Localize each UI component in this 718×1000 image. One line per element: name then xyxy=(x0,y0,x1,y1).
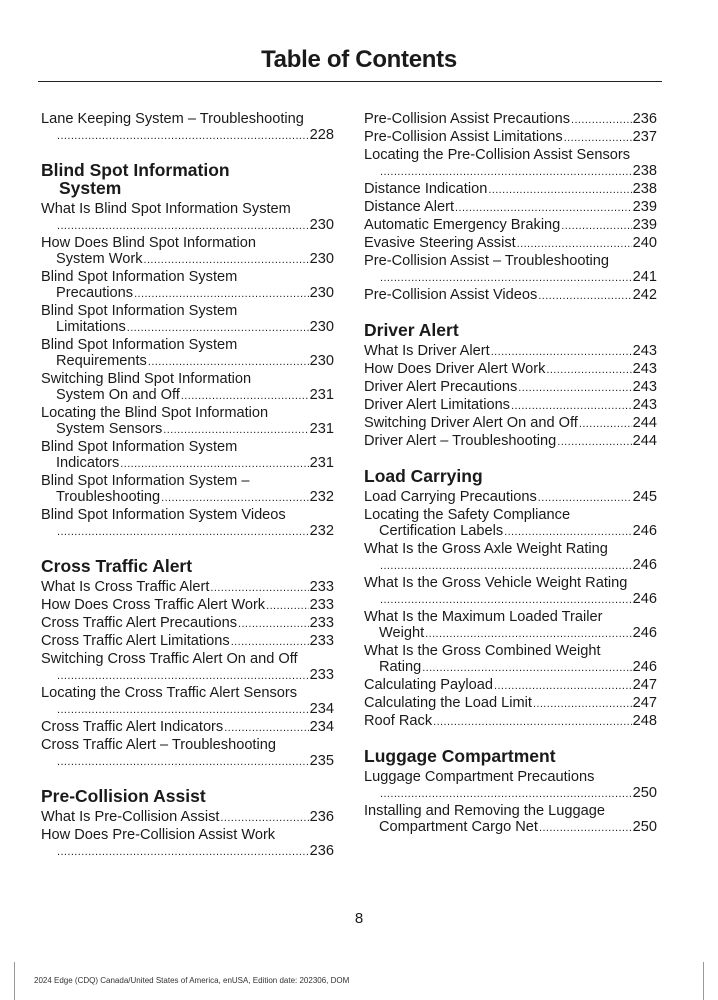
toc-entry-page: 230 xyxy=(309,251,334,267)
toc-entry[interactable] xyxy=(364,695,657,711)
toc-entry-page: 247 xyxy=(632,677,657,693)
toc-entry-title: System On and Off xyxy=(56,387,180,403)
toc-entry-title: Calculating the Load Limit xyxy=(364,695,532,711)
toc-entry-title: Pre-Collision Assist – Troubleshooting xyxy=(364,253,609,269)
dot-leader xyxy=(517,237,632,251)
toc-entry-page: 233 xyxy=(309,579,334,595)
toc-entry-title: Driver Alert Precautions xyxy=(364,379,518,395)
toc-entry-title: Automatic Emergency Braking xyxy=(364,217,561,233)
dot-leader xyxy=(148,355,309,369)
toc-entry-page: 233 xyxy=(309,615,334,631)
toc-entry-page: 237 xyxy=(632,129,657,145)
toc-entry[interactable] xyxy=(41,685,334,717)
toc-entry[interactable] xyxy=(41,633,334,649)
toc-entry-title: Locating the Cross Traffic Alert Sensors xyxy=(41,685,298,701)
dot-leader xyxy=(533,697,632,711)
toc-entry[interactable] xyxy=(364,575,657,607)
toc-entry-page: 230 xyxy=(309,217,334,233)
toc-entry-title: Luggage Compartment Precautions xyxy=(364,769,595,785)
toc-entry-title: Locating the Pre-Collision Assist Sensors xyxy=(364,147,631,163)
toc-entry[interactable] xyxy=(41,337,334,369)
section-heading-line: Pre-Collision Assist xyxy=(41,786,206,806)
toc-entry-page: 231 xyxy=(309,387,334,403)
toc-entry-page: 241 xyxy=(632,269,657,285)
toc-entry-title: Installing and Removing the Luggage xyxy=(364,803,605,819)
toc-entry[interactable] xyxy=(41,439,334,471)
dot-leader xyxy=(557,435,631,449)
toc-entry-title: Troubleshooting xyxy=(56,489,161,505)
toc-entry-title: What Is the Gross Combined Weight xyxy=(364,643,601,659)
toc-entry-title: Locating the Blind Spot Information xyxy=(41,405,269,421)
toc-entry-page: 236 xyxy=(309,843,334,859)
dot-leader xyxy=(538,491,632,505)
toc-entry-page: 234 xyxy=(309,701,334,717)
toc-entry-page: 239 xyxy=(632,199,657,215)
toc-entry[interactable] xyxy=(41,201,334,233)
toc-entry-page: 240 xyxy=(632,235,657,251)
toc-entry-title: Pre-Collision Assist Limitations xyxy=(364,129,563,145)
dot-leader xyxy=(433,715,632,729)
footer-edition-text: 2024 Edge (CDQ) Canada/United States of America, enUSA, Edition date: 202306, DOM xyxy=(34,976,350,985)
toc-entry-title: Switching Blind Spot Information xyxy=(41,371,252,387)
toc-entry-title: Pre-Collision Assist Precautions xyxy=(364,111,571,127)
toc-entry[interactable] xyxy=(364,415,657,431)
toc-entry[interactable] xyxy=(364,235,657,251)
dot-leader xyxy=(163,423,308,437)
section-heading xyxy=(41,557,334,575)
toc-entry-title: Driver Alert – Troubleshooting xyxy=(364,433,557,449)
dot-leader xyxy=(425,627,631,641)
toc-entry[interactable] xyxy=(364,713,657,729)
toc-entry-title: Driver Alert Limitations xyxy=(364,397,510,413)
dot-leader xyxy=(57,845,309,859)
toc-entry[interactable] xyxy=(41,809,334,825)
toc-entry-title: Precautions xyxy=(56,285,134,301)
dot-leader xyxy=(422,661,631,675)
toc-entry[interactable] xyxy=(364,803,657,835)
toc-entry-title: Load Carrying Precautions xyxy=(364,489,537,505)
toc-entry-page: 246 xyxy=(632,591,657,607)
section-heading xyxy=(364,747,657,765)
toc-entry[interactable] xyxy=(364,769,657,801)
section-heading-line: Driver Alert xyxy=(364,320,459,340)
toc-entry-page: 244 xyxy=(632,433,657,449)
toc-entry-page: 236 xyxy=(632,111,657,127)
toc-entry[interactable] xyxy=(364,129,657,145)
section-heading-line: Luggage Compartment xyxy=(364,746,556,766)
dot-leader xyxy=(504,525,632,539)
dot-leader xyxy=(380,787,632,801)
dot-leader xyxy=(538,289,631,303)
dot-leader xyxy=(57,525,309,539)
toc-entry[interactable] xyxy=(364,397,657,413)
toc-entry-page: 238 xyxy=(632,163,657,179)
dot-leader xyxy=(57,703,309,717)
toc-entry-title: What Is Cross Traffic Alert xyxy=(41,579,210,595)
toc-entry[interactable] xyxy=(364,507,657,539)
dot-leader xyxy=(220,811,308,825)
toc-entry-page: 234 xyxy=(309,719,334,735)
dot-leader xyxy=(238,617,309,631)
toc-entry-title: Blind Spot Information System Videos xyxy=(41,507,286,523)
toc-entry-title: Locating the Safety Compliance xyxy=(364,507,571,523)
dot-leader xyxy=(546,363,631,377)
toc-entry-title: How Does Blind Spot Information xyxy=(41,235,256,251)
dot-leader xyxy=(224,721,308,735)
toc-entry-title: What Is Driver Alert xyxy=(364,343,490,359)
toc-entry-title: Lane Keeping System – Troubleshooting xyxy=(41,111,304,127)
toc-entry-title: Blind Spot Information System xyxy=(41,303,238,319)
toc-entry-title: Certification Labels xyxy=(379,523,504,539)
toc-entry[interactable] xyxy=(364,217,657,233)
dot-leader xyxy=(380,271,632,285)
toc-entry[interactable] xyxy=(41,405,334,437)
dot-leader xyxy=(57,755,309,769)
toc-entry-title: Switching Driver Alert On and Off xyxy=(364,415,578,431)
toc-entry[interactable] xyxy=(41,235,334,267)
dot-leader xyxy=(518,381,631,395)
toc-entry-page: 235 xyxy=(309,753,334,769)
section-heading-line: System xyxy=(59,178,122,198)
toc-entry[interactable] xyxy=(364,677,657,693)
toc-entry-title: How Does Pre-Collision Assist Work xyxy=(41,827,276,843)
toc-entry-title: Limitations xyxy=(56,319,126,335)
toc-entry-page: 236 xyxy=(309,809,334,825)
dot-leader xyxy=(57,129,309,143)
section-heading xyxy=(41,161,334,197)
dot-leader xyxy=(127,321,309,335)
section-heading-line: Cross Traffic Alert xyxy=(41,556,193,576)
dot-leader xyxy=(57,219,309,233)
crop-mark-left xyxy=(14,962,15,1000)
toc-entry-title: System Sensors xyxy=(56,421,163,437)
toc-entry-title: Blind Spot Information System xyxy=(41,439,238,455)
toc-entry[interactable] xyxy=(364,343,657,359)
toc-entry-page: 250 xyxy=(632,785,657,801)
toc-entry-title: Roof Rack xyxy=(364,713,433,729)
toc-entry[interactable] xyxy=(41,719,334,735)
toc-entry-title: Weight xyxy=(379,625,425,641)
toc-entry[interactable] xyxy=(364,489,657,505)
toc-entry-page: 230 xyxy=(309,353,334,369)
toc-entry[interactable] xyxy=(41,615,334,631)
toc-entry-title: What Is Pre-Collision Assist xyxy=(41,809,220,825)
toc-entry-page: 233 xyxy=(309,633,334,649)
toc-entry-title: Blind Spot Information System xyxy=(41,269,238,285)
toc-entry[interactable] xyxy=(41,597,334,613)
dot-leader xyxy=(511,399,632,413)
toc-entry-page: 232 xyxy=(309,489,334,505)
toc-entry-page: 248 xyxy=(632,713,657,729)
toc-entry[interactable] xyxy=(41,371,334,403)
toc-entry-title: What Is the Maximum Loaded Trailer xyxy=(364,609,603,625)
dot-leader xyxy=(571,113,632,127)
toc-entry[interactable] xyxy=(364,111,657,127)
toc-entry[interactable] xyxy=(364,287,657,303)
toc-entry-title: System Work xyxy=(56,251,143,267)
toc-column-right xyxy=(364,111,657,837)
toc-entry[interactable] xyxy=(41,269,334,301)
toc-entry-title: Switching Cross Traffic Alert On and Off xyxy=(41,651,298,667)
dot-leader xyxy=(144,253,309,267)
toc-entry-title: Pre-Collision Assist Videos xyxy=(364,287,538,303)
section-heading xyxy=(364,467,657,485)
toc-entry-title: Blind Spot Information System xyxy=(41,337,238,353)
dot-leader xyxy=(380,593,632,607)
section-heading-line: Blind Spot Information xyxy=(41,160,230,180)
toc-entry-title: Blind Spot Information System – xyxy=(41,473,250,489)
toc-entry-title: Distance Alert xyxy=(364,199,455,215)
toc-entry-title: Requirements xyxy=(56,353,147,369)
toc-entry-title: Compartment Cargo Net xyxy=(379,819,538,835)
toc-entry-title: Calculating Payload xyxy=(364,677,493,693)
dot-leader xyxy=(561,219,631,233)
toc-entry-title: What Is the Gross Vehicle Weight Rating xyxy=(364,575,628,591)
dot-leader xyxy=(491,345,632,359)
section-heading xyxy=(364,321,657,339)
dot-leader xyxy=(494,679,632,693)
toc-entry-page: 246 xyxy=(632,659,657,675)
title-rule xyxy=(38,81,662,82)
toc-entry-title: Cross Traffic Alert Precautions xyxy=(41,615,238,631)
dot-leader xyxy=(455,201,632,215)
toc-entry-page: 244 xyxy=(632,415,657,431)
toc-entry-page: 243 xyxy=(632,379,657,395)
toc-entry-page: 230 xyxy=(309,285,334,301)
dot-leader xyxy=(181,389,309,403)
toc-entry-page: 239 xyxy=(632,217,657,233)
toc-entry[interactable] xyxy=(364,379,657,395)
toc-entry-page: 250 xyxy=(632,819,657,835)
toc-entry-page: 246 xyxy=(632,557,657,573)
toc-entry[interactable] xyxy=(41,651,334,683)
toc-entry-page: 246 xyxy=(632,625,657,641)
toc-entry-page: 242 xyxy=(632,287,657,303)
section-heading xyxy=(41,787,334,805)
toc-entry[interactable] xyxy=(41,827,334,859)
toc-entry-page: 228 xyxy=(309,127,334,143)
toc-entry-page: 233 xyxy=(309,597,334,613)
toc-entry[interactable] xyxy=(41,111,334,143)
dot-leader xyxy=(539,821,632,835)
dot-leader xyxy=(134,287,309,301)
toc-entry-title: Cross Traffic Alert – Troubleshooting xyxy=(41,737,276,753)
toc-entry[interactable] xyxy=(364,253,657,285)
dot-leader xyxy=(161,491,309,505)
toc-entry-title: Cross Traffic Alert Limitations xyxy=(41,633,230,649)
toc-column-left xyxy=(41,111,334,861)
dot-leader xyxy=(266,599,309,613)
toc-entry[interactable] xyxy=(364,181,657,197)
toc-entry-title: Evasive Steering Assist xyxy=(364,235,516,251)
toc-entry-page: 247 xyxy=(632,695,657,711)
toc-entry[interactable] xyxy=(364,361,657,377)
toc-entry-page: 231 xyxy=(309,421,334,437)
toc-entry[interactable] xyxy=(41,507,334,539)
toc-entry-page: 245 xyxy=(632,489,657,505)
toc-entry-title: Indicators xyxy=(56,455,120,471)
toc-entry[interactable] xyxy=(364,643,657,675)
toc-entry-page: 243 xyxy=(632,343,657,359)
dot-leader xyxy=(579,417,632,431)
toc-entry-title: Distance Indication xyxy=(364,181,488,197)
toc-entry-page: 243 xyxy=(632,361,657,377)
toc-entry-title: Rating xyxy=(379,659,422,675)
toc-entry-title: How Does Cross Traffic Alert Work xyxy=(41,597,266,613)
toc-entry[interactable] xyxy=(364,199,657,215)
section-heading-line: Load Carrying xyxy=(364,466,483,486)
toc-entry-page: 238 xyxy=(632,181,657,197)
toc-entry[interactable] xyxy=(41,737,334,769)
toc-entry-title: How Does Driver Alert Work xyxy=(364,361,546,377)
toc-entry[interactable] xyxy=(41,473,334,505)
toc-entry-page: 232 xyxy=(309,523,334,539)
toc-entry[interactable] xyxy=(41,579,334,595)
toc-entry[interactable] xyxy=(364,609,657,641)
dot-leader xyxy=(57,669,309,683)
dot-leader xyxy=(380,165,632,179)
toc-entry[interactable] xyxy=(364,541,657,573)
toc-entry[interactable] xyxy=(41,303,334,335)
crop-mark-right xyxy=(703,962,704,1000)
toc-entry-page: 246 xyxy=(632,523,657,539)
dot-leader xyxy=(380,559,632,573)
dot-leader xyxy=(210,581,308,595)
toc-entry[interactable] xyxy=(364,147,657,179)
dot-leader xyxy=(231,635,309,649)
dot-leader xyxy=(488,183,631,197)
page-title: Table of Contents xyxy=(261,46,457,73)
dot-leader xyxy=(120,457,308,471)
toc-entry-page: 243 xyxy=(632,397,657,413)
toc-entry-title: Cross Traffic Alert Indicators xyxy=(41,719,224,735)
toc-entry-page: 230 xyxy=(309,319,334,335)
toc-entry-title: What Is Blind Spot Information System xyxy=(41,201,291,217)
toc-entry-page: 233 xyxy=(309,667,334,683)
toc-entry-page: 231 xyxy=(309,455,334,471)
toc-entry-title: What Is the Gross Axle Weight Rating xyxy=(364,541,608,557)
page-number: 8 xyxy=(354,910,364,927)
dot-leader xyxy=(564,131,632,145)
toc-entry[interactable] xyxy=(364,433,657,449)
